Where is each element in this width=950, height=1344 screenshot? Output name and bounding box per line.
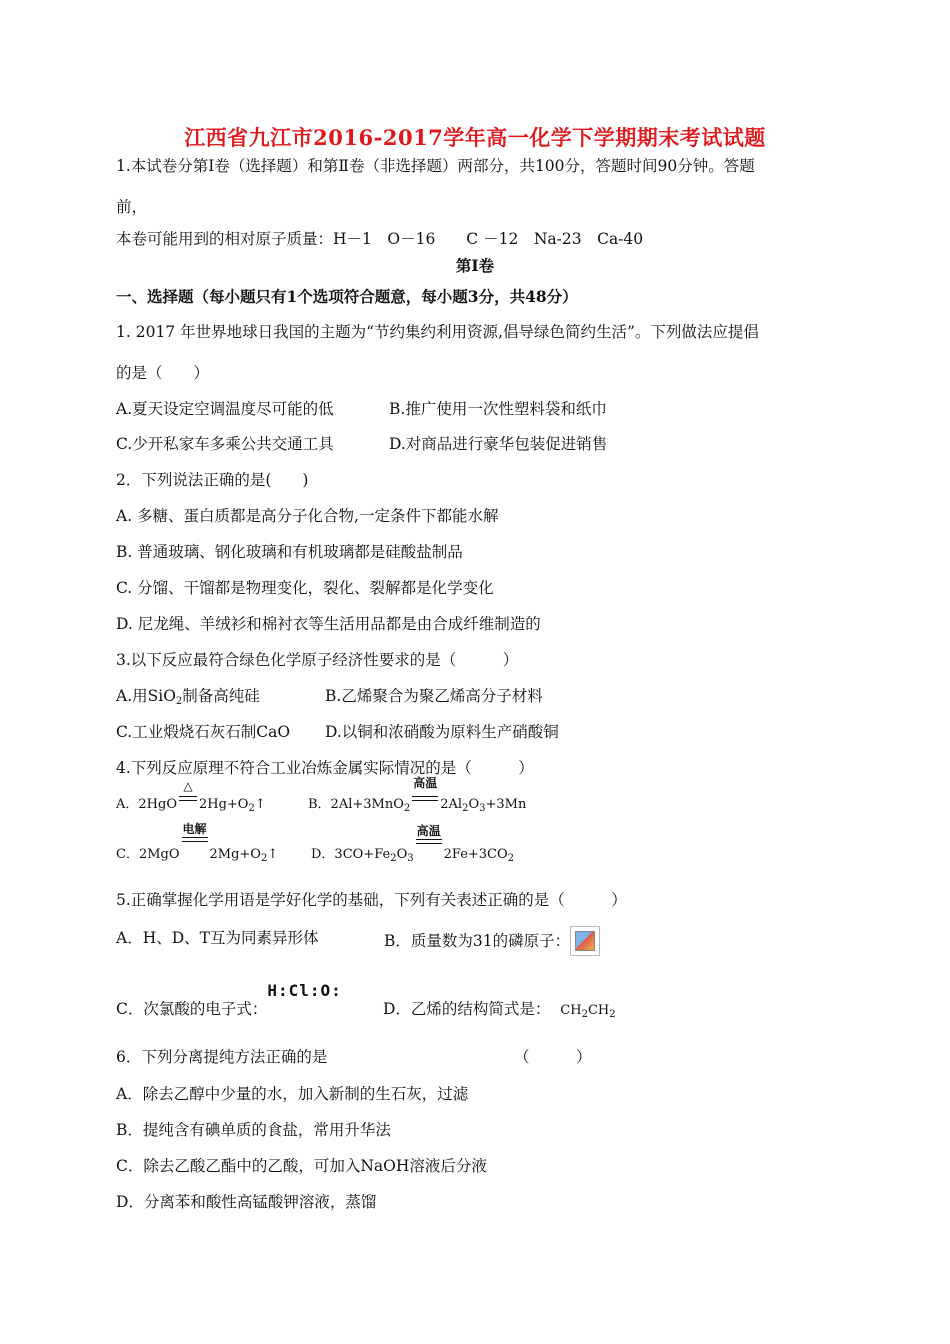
q4-c-prod: 2Mg+O: [209, 847, 261, 862]
part-heading: 一、选择题（每小题只有1个选项符合题意，每小题3分，共48分）: [116, 287, 578, 306]
q4-d-sub2: 3: [407, 853, 414, 864]
high-temp-condition: [414, 824, 444, 858]
intro-line-1: 1.本试卷分第Ⅰ卷（选择题）和第Ⅱ卷（非选择题）两部分，共100分，答题时间90分钟。答题: [116, 157, 755, 175]
q4-option-a: [116, 779, 266, 814]
q5-option-b: [384, 926, 600, 956]
q3-a-pre: A.用SiO: [116, 687, 176, 705]
q3-option-a: [116, 684, 260, 707]
q5-d-formula: CH: [560, 1003, 582, 1018]
q2-stem: 2．下列说法正确的是( ): [116, 471, 309, 489]
q4-c-sub: 2: [260, 853, 268, 864]
condition-label: 电解: [182, 822, 207, 836]
q1-stem-2: 的是（ ）: [116, 364, 210, 382]
q4-d-sub3: 2: [507, 853, 515, 864]
q5-b-text: B．质量数为31的磷原子：: [384, 932, 571, 950]
up-arrow-icon: ↑: [254, 797, 266, 812]
electrolysis-condition: [180, 822, 210, 858]
high-temp-condition: [410, 776, 440, 808]
q4-b-prod: 2Al: [440, 797, 463, 812]
q4-b-sub2: 2: [462, 803, 469, 814]
q1-option-a: A.夏天设定空调温度尽可能的低: [116, 400, 334, 418]
q4-a-label: A．2HgO: [116, 797, 177, 812]
q4-a-prod: 2Hg+O: [198, 797, 249, 812]
image-placeholder-icon: [575, 931, 595, 951]
q4-c-label: C．2MgO: [116, 847, 180, 862]
delta-icon: △: [183, 779, 193, 793]
q4-a-sub: 2: [248, 803, 255, 814]
q4-d-prod: 2Fe+3CO: [443, 847, 508, 862]
q6-stem: 6．下列分离提纯方法正确的是: [116, 1048, 328, 1066]
heat-condition: [177, 779, 199, 808]
intro-line-3: 本卷可能用到的相对原子质量：H－1 O－16 C －12 Na-23 Ca-40: [116, 230, 644, 248]
q1-option-b: B.推广使用一次性塑料袋和纸巾: [389, 400, 607, 418]
q6-answer-paren: （ ）: [514, 1048, 592, 1066]
q5-option-a: A．H、D、T互为同素异形体: [116, 929, 319, 947]
q3-stem: 3.以下反应最符合绿色化学原子经济性要求的是（ ）: [116, 651, 519, 669]
double-line: [182, 837, 208, 842]
q5-d-sub1: 2: [581, 1009, 588, 1020]
q3-option-c: C.工业煅烧石灰石制CaO: [116, 723, 291, 741]
q4-option-b: [308, 776, 527, 814]
q5-d-text: D．乙烯的结构简式是：: [383, 1000, 551, 1018]
broken-image-icon: [570, 926, 600, 956]
q5-option-c: [116, 981, 342, 1019]
q3-a-post: 制备高纯硅: [182, 687, 260, 705]
q6-option-c: C．除去乙酸乙酯中的乙酸，可加入NaOH溶液后分液: [116, 1157, 487, 1175]
q2-option-d: D. 尼龙绳、羊绒衫和棉衬衣等生活用品都是由合成纤维制造的: [116, 615, 541, 633]
condition-label: 高温: [416, 824, 441, 838]
q4-option-c: [116, 822, 279, 864]
q4-option-d: [311, 824, 515, 864]
q1-option-c: C.少开私家车多乘公共交通工具: [116, 435, 334, 453]
q4-d-sub1: 2: [390, 853, 397, 864]
double-line: [416, 839, 442, 844]
q4-b-mid: O: [468, 797, 480, 812]
q4-d-mid: O: [396, 847, 408, 862]
q4-b-label: B．2Al+3MnO: [308, 797, 404, 812]
q4-b-sub3: 3: [479, 803, 486, 814]
intro-line-2: 前，: [116, 198, 148, 216]
hclo-electron-formula: H:Cl:O:: [267, 981, 342, 1000]
q3-option-b: B.乙烯聚合为聚乙烯高分子材料: [325, 687, 543, 705]
q4-d-label: D．3CO+Fe: [311, 847, 391, 862]
q6-option-a: A．除去乙醇中少量的水，加入新制的生石灰，过滤: [116, 1085, 469, 1103]
q6-option-d: D．分离苯和酸性高锰酸钾溶液，蒸馏: [116, 1193, 377, 1211]
q2-option-c: C. 分馏、干馏都是物理变化，裂化、裂解都是化学变化: [116, 579, 494, 597]
q5-stem: 5.正确掌握化学用语是学好化学的基础，下列有关表述正确的是（ ）: [116, 891, 627, 909]
q5-c-text: C．次氯酸的电子式：: [116, 1000, 268, 1018]
q2-option-a: A. 多糖、蛋白质都是高分子化合物,一定条件下都能水解: [116, 507, 499, 525]
exam-title: 江西省九江市2016-2017学年高一化学下学期期末考试试题: [184, 125, 766, 150]
section-title: 第Ⅰ卷: [455, 256, 495, 275]
q3-a-sub: 2: [175, 696, 183, 707]
q6-option-b: B．提纯含有碘单质的食盐，常用升华法: [116, 1121, 391, 1139]
q1-option-d: D.对商品进行豪华包装促进销售: [389, 435, 608, 453]
up-arrow-icon: ↑: [267, 847, 279, 862]
q4-b-sub1: 2: [403, 803, 411, 814]
condition-label: 高温: [413, 776, 438, 790]
q5-option-d: [383, 997, 616, 1020]
q2-option-b: B. 普通玻璃、钢化玻璃和有机玻璃都是硅酸盐制品: [116, 543, 463, 561]
double-line: [412, 796, 438, 801]
double-line: [179, 796, 197, 801]
q3-option-d: D.以铜和浓硝酸为原料生产硝酸铜: [325, 723, 559, 741]
q5-d-formula2: CH: [587, 1003, 610, 1018]
q1-stem-1: 1. 2017 年世界地球日我国的主题为“节约集约利用资源,倡导绿色简约生活”。下列做法应提倡: [116, 323, 759, 341]
q5-d-sub2: 2: [609, 1009, 616, 1020]
q4-b-end: +3Mn: [485, 797, 527, 812]
q4-stem: 4.下列反应原理不符合工业冶炼金属实际情况的是（ ）: [116, 759, 534, 777]
